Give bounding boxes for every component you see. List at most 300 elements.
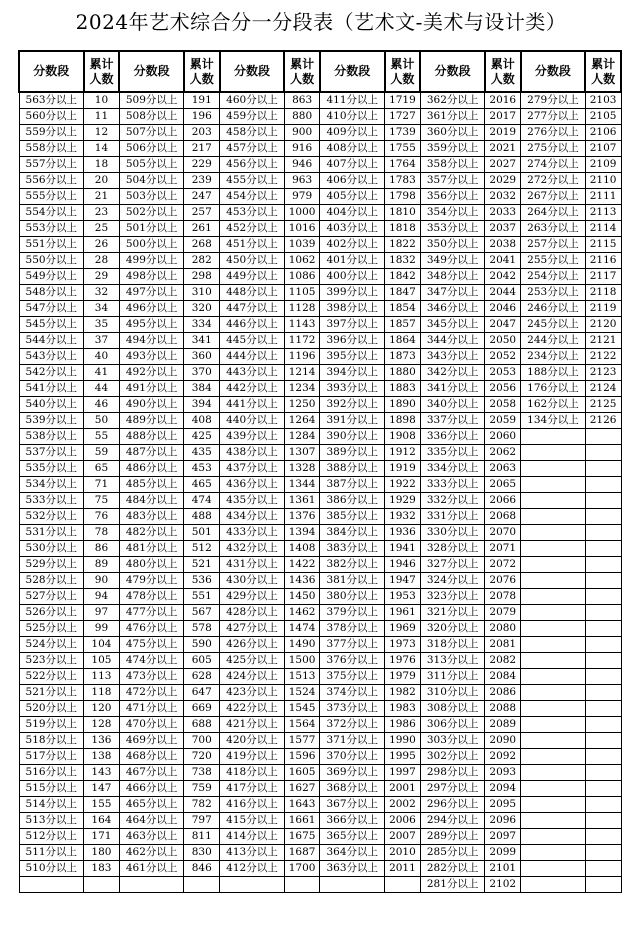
score-segment-cell: 350分以上: [420, 237, 485, 253]
cumulative-count-cell: 2090: [485, 733, 521, 749]
cumulative-count-cell: 2109: [585, 157, 621, 173]
score-segment-cell: [521, 557, 586, 573]
score-segment-cell: 349分以上: [420, 253, 485, 269]
score-segment-cell: 386分以上: [320, 493, 385, 509]
table-row: [19, 92, 621, 109]
score-segment-cell: 463分以上: [119, 829, 184, 845]
score-segment-cell: 496分以上: [119, 301, 184, 317]
cumulative-count-cell: 2082: [485, 653, 521, 669]
cumulative-count-cell: 1932: [385, 509, 421, 525]
cumulative-count-cell: 1941: [385, 541, 421, 557]
cumulative-count-cell: 512: [184, 541, 220, 557]
score-segment-cell: [220, 877, 285, 893]
score-segment-cell: 509分以上: [119, 92, 184, 109]
score-segment-cell: 276分以上: [521, 125, 586, 141]
header-score-segment: 分数段: [220, 51, 285, 92]
cumulative-count-cell: 14: [84, 141, 120, 157]
score-segment-cell: 519分以上: [19, 717, 84, 733]
score-segment-cell: [521, 461, 586, 477]
score-segment-cell: 381分以上: [320, 573, 385, 589]
header-cumulative-count: [84, 51, 120, 92]
table-row: [19, 221, 621, 237]
score-segment-cell: 559分以上: [19, 125, 84, 141]
score-segment-cell: 453分以上: [220, 205, 285, 221]
cumulative-count-cell: 143: [84, 765, 120, 781]
score-segment-cell: 423分以上: [220, 685, 285, 701]
score-segment-cell: 380分以上: [320, 589, 385, 605]
score-segment-cell: 365分以上: [320, 829, 385, 845]
score-segment-cell: 320分以上: [420, 621, 485, 637]
cumulative-count-cell: 171: [84, 829, 120, 845]
cumulative-count-cell: 360: [184, 349, 220, 365]
score-segment-cell: 308分以上: [420, 701, 485, 717]
score-segment-cell: 414分以上: [220, 829, 285, 845]
score-segment-cell: 406分以上: [320, 173, 385, 189]
score-segment-cell: 475分以上: [119, 637, 184, 653]
score-segment-cell: 412分以上: [220, 861, 285, 877]
table-header-row: [19, 51, 621, 92]
cumulative-count-cell: 2125: [585, 397, 621, 413]
score-segment-cell: 525分以上: [19, 621, 84, 637]
score-segment-cell: 415分以上: [220, 813, 285, 829]
table-row: [19, 717, 621, 733]
score-segment-cell: 378分以上: [320, 621, 385, 637]
score-segment-cell: 353分以上: [420, 221, 485, 237]
table-row: [19, 829, 621, 845]
cumulative-count-cell: 1953: [385, 589, 421, 605]
score-segment-cell: 357分以上: [420, 173, 485, 189]
cumulative-count-cell: 590: [184, 637, 220, 653]
score-segment-cell: 342分以上: [420, 365, 485, 381]
score-segment-cell: 336分以上: [420, 429, 485, 445]
cumulative-count-cell: 720: [184, 749, 220, 765]
cumulative-count-cell: [585, 749, 621, 765]
cumulative-count-cell: 605: [184, 653, 220, 669]
cumulative-count-cell: 334: [184, 317, 220, 333]
cumulative-count-cell: 40: [84, 349, 120, 365]
score-segment-cell: 368分以上: [320, 781, 385, 797]
cumulative-count-cell: 1864: [385, 333, 421, 349]
cumulative-count-cell: 1854: [385, 301, 421, 317]
cumulative-count-cell: 1627: [284, 781, 320, 797]
cumulative-count-cell: 2096: [485, 813, 521, 829]
cumulative-count-cell: 1328: [284, 461, 320, 477]
score-segment-cell: 267分以上: [521, 189, 586, 205]
table-row: [19, 365, 621, 381]
score-segment-cell: 456分以上: [220, 157, 285, 173]
table-row: [19, 125, 621, 141]
score-segment-cell: 274分以上: [521, 157, 586, 173]
cumulative-count-cell: 567: [184, 605, 220, 621]
score-segment-cell: 427分以上: [220, 621, 285, 637]
cumulative-count-cell: 782: [184, 797, 220, 813]
cumulative-count-cell: 1847: [385, 285, 421, 301]
score-segment-cell: 490分以上: [119, 397, 184, 413]
cumulative-count-cell: 341: [184, 333, 220, 349]
score-segment-cell: 455分以上: [220, 173, 285, 189]
cumulative-count-cell: 979: [284, 189, 320, 205]
table-row: [19, 349, 621, 365]
table-row: [19, 637, 621, 653]
score-segment-cell: 468分以上: [119, 749, 184, 765]
score-segment-cell: [521, 733, 586, 749]
score-segment-cell: 341分以上: [420, 381, 485, 397]
score-segment-cell: 439分以上: [220, 429, 285, 445]
cumulative-count-cell: 2050: [485, 333, 521, 349]
score-segment-cell: [521, 685, 586, 701]
cumulative-count-cell: 78: [84, 525, 120, 541]
score-segment-cell: [521, 589, 586, 605]
cumulative-count-cell: 2002: [385, 797, 421, 813]
cumulative-count-cell: 1128: [284, 301, 320, 317]
score-segment-cell: 344分以上: [420, 333, 485, 349]
table-row: [19, 429, 621, 445]
cumulative-count-cell: 1675: [284, 829, 320, 845]
cumulative-count-cell: 1016: [284, 221, 320, 237]
cumulative-count-cell: 1422: [284, 557, 320, 573]
score-segment-cell: 465分以上: [119, 797, 184, 813]
cumulative-count-cell: [585, 845, 621, 861]
score-segment-cell: 532分以上: [19, 509, 84, 525]
cumulative-count-cell: 1783: [385, 173, 421, 189]
cumulative-count-cell: [84, 877, 120, 893]
cumulative-count-cell: 50: [84, 413, 120, 429]
score-segment-cell: 403分以上: [320, 221, 385, 237]
cumulative-count-cell: 320: [184, 301, 220, 317]
cumulative-count-cell: 2038: [485, 237, 521, 253]
cumulative-count-cell: 2081: [485, 637, 521, 653]
score-segment-cell: 531分以上: [19, 525, 84, 541]
cumulative-count-cell: [585, 861, 621, 877]
cumulative-count-cell: 536: [184, 573, 220, 589]
score-segment-cell: 254分以上: [521, 269, 586, 285]
score-segment-cell: 360分以上: [420, 125, 485, 141]
score-segment-cell: 542分以上: [19, 365, 84, 381]
cumulative-count-cell: 1982: [385, 685, 421, 701]
score-segment-cell: 432分以上: [220, 541, 285, 557]
score-segment-cell: 398分以上: [320, 301, 385, 317]
table-row: [19, 605, 621, 621]
score-segment-cell: 134分以上: [521, 413, 586, 429]
score-segment-cell: 374分以上: [320, 685, 385, 701]
cumulative-count-cell: 2047: [485, 317, 521, 333]
cumulative-count-cell: 2122: [585, 349, 621, 365]
cumulative-count-cell: 25: [84, 221, 120, 237]
cumulative-count-cell: 118: [84, 685, 120, 701]
score-segment-cell: 447分以上: [220, 301, 285, 317]
score-segment-cell: 441分以上: [220, 397, 285, 413]
cumulative-count-cell: 946: [284, 157, 320, 173]
cumulative-count-cell: [585, 653, 621, 669]
cumulative-count-cell: [585, 717, 621, 733]
cumulative-count-cell: 1919: [385, 461, 421, 477]
score-segment-cell: 343分以上: [420, 349, 485, 365]
cumulative-count-cell: 2059: [485, 413, 521, 429]
cumulative-count-cell: 2124: [585, 381, 621, 397]
cumulative-count-cell: 99: [84, 621, 120, 637]
table-row: [19, 781, 621, 797]
table-row: [19, 765, 621, 781]
cumulative-count-cell: [585, 589, 621, 605]
cumulative-count-cell: 261: [184, 221, 220, 237]
score-segment-cell: 454分以上: [220, 189, 285, 205]
cumulative-count-cell: 2065: [485, 477, 521, 493]
cumulative-count-cell: 797: [184, 813, 220, 829]
score-segment-cell: 462分以上: [119, 845, 184, 861]
cumulative-count-cell: 2103: [585, 92, 621, 109]
table-row: [19, 413, 621, 429]
score-segment-cell: 486分以上: [119, 461, 184, 477]
cumulative-count-cell: 1983: [385, 701, 421, 717]
cumulative-count-cell: 155: [84, 797, 120, 813]
cumulative-count-cell: 1596: [284, 749, 320, 765]
cumulative-count-cell: 688: [184, 717, 220, 733]
score-segment-cell: 367分以上: [320, 797, 385, 813]
cumulative-count-cell: 2102: [485, 877, 521, 893]
score-segment-cell: 328分以上: [420, 541, 485, 557]
cumulative-count-cell: 2010: [385, 845, 421, 861]
cumulative-count-cell: [585, 605, 621, 621]
cumulative-count-cell: 1545: [284, 701, 320, 717]
header-cumulative-count: [485, 51, 521, 92]
table-row: [19, 701, 621, 717]
cumulative-count-cell: 1436: [284, 573, 320, 589]
cumulative-count-cell: 669: [184, 701, 220, 717]
cumulative-count-cell: 2066: [485, 493, 521, 509]
table-row: [19, 797, 621, 813]
table-row: [19, 333, 621, 349]
cumulative-count-cell: 44: [84, 381, 120, 397]
cumulative-count-cell: 394: [184, 397, 220, 413]
cumulative-count-cell: 2027: [485, 157, 521, 173]
score-segment-cell: 481分以上: [119, 541, 184, 557]
score-segment-cell: 399分以上: [320, 285, 385, 301]
score-segment-cell: 488分以上: [119, 429, 184, 445]
cumulative-count-cell: 1818: [385, 221, 421, 237]
table-row: [19, 733, 621, 749]
cumulative-count-cell: 10: [84, 92, 120, 109]
cumulative-count-cell: 97: [84, 605, 120, 621]
score-segment-cell: 264分以上: [521, 205, 586, 221]
cumulative-count-cell: 488: [184, 509, 220, 525]
cumulative-count-cell: 2053: [485, 365, 521, 381]
header-score-segment: 分数段: [119, 51, 184, 92]
cumulative-count-cell: 1500: [284, 653, 320, 669]
score-segment-cell: 395分以上: [320, 349, 385, 365]
cumulative-count-cell: 1490: [284, 637, 320, 653]
table-row: [19, 397, 621, 413]
cumulative-count-cell: 863: [284, 92, 320, 109]
score-segment-cell: [119, 877, 184, 893]
score-segment-cell: 405分以上: [320, 189, 385, 205]
score-segment-cell: [521, 445, 586, 461]
cumulative-count-cell: 1798: [385, 189, 421, 205]
cumulative-count-cell: 1086: [284, 269, 320, 285]
score-segment-cell: 480分以上: [119, 557, 184, 573]
score-segment-cell: 504分以上: [119, 173, 184, 189]
score-segment-cell: 478分以上: [119, 589, 184, 605]
score-segment-cell: 375分以上: [320, 669, 385, 685]
cumulative-count-cell: [585, 637, 621, 653]
cumulative-count-cell: 700: [184, 733, 220, 749]
header-cumulative-line1: 累计: [290, 56, 315, 71]
cumulative-count-cell: 963: [284, 173, 320, 189]
cumulative-count-cell: 94: [84, 589, 120, 605]
score-segment-cell: 438分以上: [220, 445, 285, 461]
score-segment-cell: 474分以上: [119, 653, 184, 669]
cumulative-count-cell: 1946: [385, 557, 421, 573]
cumulative-count-cell: 71: [84, 477, 120, 493]
cumulative-count-cell: 628: [184, 669, 220, 685]
cumulative-count-cell: 2056: [485, 381, 521, 397]
score-segment-cell: [521, 509, 586, 525]
score-segment-cell: 393分以上: [320, 381, 385, 397]
cumulative-count-cell: 164: [84, 813, 120, 829]
score-segment-cell: [521, 605, 586, 621]
cumulative-count-cell: 1394: [284, 525, 320, 541]
cumulative-count-cell: 89: [84, 557, 120, 573]
cumulative-count-cell: 217: [184, 141, 220, 157]
cumulative-count-cell: 35: [84, 317, 120, 333]
score-distribution-table: [18, 50, 622, 893]
cumulative-count-cell: 521: [184, 557, 220, 573]
table-row: [19, 493, 621, 509]
cumulative-count-cell: 647: [184, 685, 220, 701]
cumulative-count-cell: [585, 525, 621, 541]
score-segment-cell: 477分以上: [119, 605, 184, 621]
header-score-segment: 分数段: [521, 51, 586, 92]
score-segment-cell: 234分以上: [521, 349, 586, 365]
cumulative-count-cell: 1687: [284, 845, 320, 861]
cumulative-count-cell: 1344: [284, 477, 320, 493]
cumulative-count-cell: 2029: [485, 173, 521, 189]
header-score-segment: 分数段: [420, 51, 485, 92]
score-segment-cell: 452分以上: [220, 221, 285, 237]
score-segment-cell: 507分以上: [119, 125, 184, 141]
cumulative-count-cell: 501: [184, 525, 220, 541]
cumulative-count-cell: 474: [184, 493, 220, 509]
score-segment-cell: 448分以上: [220, 285, 285, 301]
score-segment-cell: 255分以上: [521, 253, 586, 269]
score-segment-cell: 302分以上: [420, 749, 485, 765]
score-segment-cell: 520分以上: [19, 701, 84, 717]
cumulative-count-cell: 29: [84, 269, 120, 285]
cumulative-count-cell: 2117: [585, 269, 621, 285]
table-row: [19, 669, 621, 685]
score-segment-cell: 346分以上: [420, 301, 485, 317]
score-segment-cell: 313分以上: [420, 653, 485, 669]
cumulative-count-cell: 2070: [485, 525, 521, 541]
score-segment-cell: 430分以上: [220, 573, 285, 589]
score-segment-cell: 397分以上: [320, 317, 385, 333]
cumulative-count-cell: 1564: [284, 717, 320, 733]
cumulative-count-cell: 384: [184, 381, 220, 397]
score-segment-cell: 246分以上: [521, 301, 586, 317]
cumulative-count-cell: 180: [84, 845, 120, 861]
cumulative-count-cell: 1898: [385, 413, 421, 429]
score-segment-cell: 285分以上: [420, 845, 485, 861]
cumulative-count-cell: 1739: [385, 125, 421, 141]
score-segment-cell: 499分以上: [119, 253, 184, 269]
score-segment-cell: 506分以上: [119, 141, 184, 157]
cumulative-count-cell: 147: [84, 781, 120, 797]
cumulative-count-cell: 2105: [585, 109, 621, 125]
cumulative-count-cell: 2106: [585, 125, 621, 141]
score-segment-cell: 257分以上: [521, 237, 586, 253]
score-segment-cell: 537分以上: [19, 445, 84, 461]
header-cumulative-line2: 人数: [490, 71, 515, 86]
score-segment-cell: [521, 525, 586, 541]
score-segment-cell: [521, 429, 586, 445]
score-segment-cell: 410分以上: [320, 109, 385, 125]
score-segment-cell: 442分以上: [220, 381, 285, 397]
cumulative-count-cell: 203: [184, 125, 220, 141]
cumulative-count-cell: 2046: [485, 301, 521, 317]
cumulative-count-cell: 2115: [585, 237, 621, 253]
cumulative-count-cell: 2011: [385, 861, 421, 877]
cumulative-count-cell: 1307: [284, 445, 320, 461]
score-segment-cell: 244分以上: [521, 333, 586, 349]
score-segment-cell: 411分以上: [320, 92, 385, 109]
table-row: [19, 285, 621, 301]
header-cumulative-count: [284, 51, 320, 92]
cumulative-count-cell: 2114: [585, 221, 621, 237]
score-segment-cell: 310分以上: [420, 685, 485, 701]
table-row: [19, 541, 621, 557]
cumulative-count-cell: 1196: [284, 349, 320, 365]
score-segment-cell: 435分以上: [220, 493, 285, 509]
cumulative-count-cell: 46: [84, 397, 120, 413]
header-cumulative-line1: 累计: [591, 56, 616, 71]
cumulative-count-cell: 104: [84, 637, 120, 653]
score-segment-cell: 433分以上: [220, 525, 285, 541]
score-segment-cell: 401分以上: [320, 253, 385, 269]
score-segment-cell: 400分以上: [320, 269, 385, 285]
score-segment-cell: 379分以上: [320, 605, 385, 621]
score-segment-cell: 416分以上: [220, 797, 285, 813]
score-segment-cell: 389分以上: [320, 445, 385, 461]
table-row: [19, 205, 621, 221]
score-segment-cell: [320, 877, 385, 893]
header-cumulative-count: [184, 51, 220, 92]
score-segment-cell: 347分以上: [420, 285, 485, 301]
score-segment-cell: 516分以上: [19, 765, 84, 781]
score-segment-cell: 327分以上: [420, 557, 485, 573]
cumulative-count-cell: [585, 621, 621, 637]
cumulative-count-cell: 453: [184, 461, 220, 477]
score-segment-cell: 340分以上: [420, 397, 485, 413]
cumulative-count-cell: 1376: [284, 509, 320, 525]
score-segment-cell: [521, 749, 586, 765]
score-segment-cell: 422分以上: [220, 701, 285, 717]
cumulative-count-cell: 2041: [485, 253, 521, 269]
page-title: 2024年艺术综合分一分段表（艺术文-美术与设计类）: [75, 10, 567, 34]
cumulative-count-cell: 2042: [485, 269, 521, 285]
cumulative-count-cell: 268: [184, 237, 220, 253]
cumulative-count-cell: 1700: [284, 861, 320, 877]
cumulative-count-cell: 191: [184, 92, 220, 109]
cumulative-count-cell: 2032: [485, 189, 521, 205]
score-segment-cell: 413分以上: [220, 845, 285, 861]
cumulative-count-cell: 830: [184, 845, 220, 861]
score-segment-cell: 541分以上: [19, 381, 84, 397]
cumulative-count-cell: 2078: [485, 589, 521, 605]
cumulative-count-cell: 1513: [284, 669, 320, 685]
score-segment-cell: 560分以上: [19, 109, 84, 125]
cumulative-count-cell: 247: [184, 189, 220, 205]
cumulative-count-cell: 113: [84, 669, 120, 685]
cumulative-count-cell: 2060: [485, 429, 521, 445]
